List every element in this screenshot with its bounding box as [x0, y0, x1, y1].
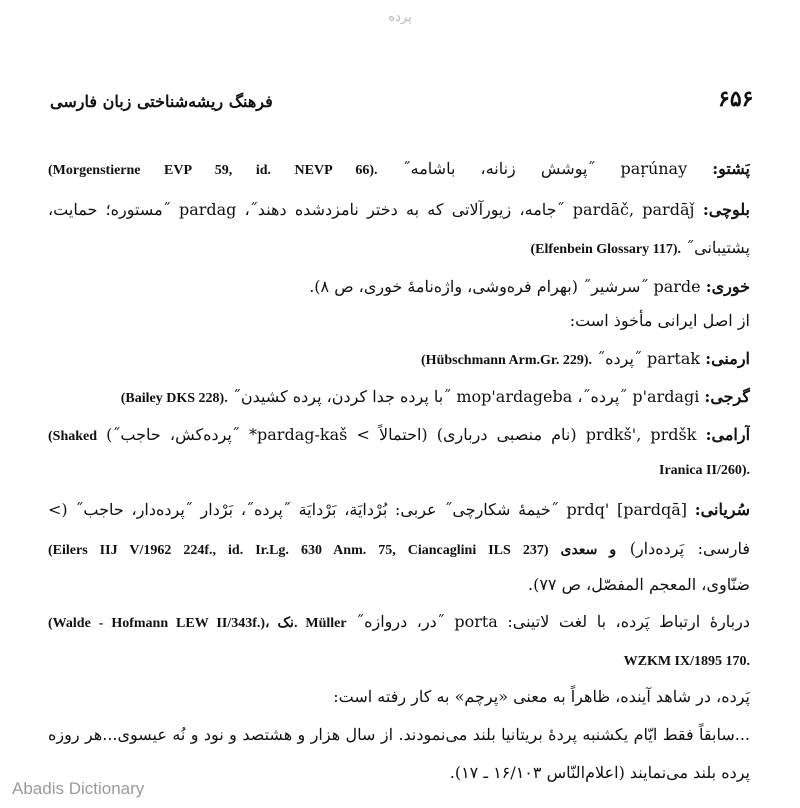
latin-relation-note-cont	[48, 647, 750, 675]
entry-body: p'ardagi ˝پرده˝، mop'ardageba ˝با پرده جدا کردن، پرده کشیدن˝	[232, 387, 700, 406]
language-label: پَشتو:	[712, 159, 750, 178]
iranian-origin-note	[48, 308, 750, 336]
top-word-tag: پرده	[388, 10, 412, 25]
language-label: آرامی:	[705, 425, 750, 444]
reference: Iranica II/260).	[659, 463, 750, 478]
entry-georgian	[48, 384, 750, 412]
quotation	[48, 722, 750, 750]
entry-body: ...سابقاً فقط ایّام یکشنبه پردهٔ بریتانیا بلند می‌نمودند. از سال هزار و هشتصد و نود و نُه عیسوی...هر روزه	[48, 725, 750, 744]
entry-khuri	[48, 274, 750, 302]
book-title: فرهنگ ریشه‌شناختی زبان فارسی	[50, 92, 273, 111]
entry-body: پَرده، در شاهد آینده، ظاهراً به معنی «پرچم» به کار رفته است:	[333, 687, 750, 706]
reference: (Walde - Hofmann LEW II/343f.)، نک. Müller	[48, 616, 347, 631]
reference: (Morgenstierne EVP 59, id. NEVP 66).	[48, 163, 378, 178]
entry-body: paṛúnay ˝پوشش زنانه، باشامه˝	[402, 159, 688, 178]
entry-body: ضنّاوی، المعجم المفصّل، ص ۷۷).	[528, 575, 750, 594]
entry-body: از اصل ایرانی مأخوذ است:	[569, 311, 750, 330]
entry-aramaic	[48, 422, 750, 450]
entry-syriac-cont	[48, 572, 750, 600]
reference: (Bailey DKS 228).	[120, 391, 228, 406]
reference: WZKM IX/1895 170.	[623, 654, 750, 669]
entry-body: prdq' [pardqā] ˝خیمهٔ شکارچی˝ عربی: بُرْدایَة، بَرْدایَة ˝پرده˝، بَرْدار ˝پرده‌دار، حاجب˝ (>	[48, 500, 687, 519]
quotation-cont	[48, 760, 750, 788]
entry-body: partak ˝پرده˝	[597, 349, 701, 368]
reference: (Elfenbein Glossary 117).	[530, 242, 682, 257]
entry-syriac-cont	[48, 536, 750, 564]
language-label: ارمنی:	[705, 349, 750, 368]
language-label: سُریانی:	[694, 500, 750, 519]
entry-body: پشتیبانی˝	[686, 238, 750, 257]
language-label: خوری:	[705, 277, 750, 296]
flag-meaning-note	[48, 684, 750, 712]
entry-body: parde ˝سرشیر˝ (بهرام فره‌وشی، واژه‌نامهٔ خوری، ص ۸).	[309, 277, 701, 296]
reference: (Shaked	[48, 429, 98, 444]
entry-body: prdkš', prdšk (نام منصبی درباری) (احتمالاً > pardag-kaš* ˝پرده‌کش، حاجب˝)	[106, 425, 697, 444]
entry-pashto	[48, 156, 750, 184]
reference: (Hübschmann Arm.Gr. 229).	[421, 353, 593, 368]
entry-balochi	[48, 197, 750, 225]
language-label: گرجی:	[704, 387, 750, 406]
reference: (Eilers IIJ V/1962 224f., id. Ir.Lg. 630 Anm. 75, Ciancaglini ILS 237) و سعدی	[48, 543, 617, 558]
entry-armenian	[48, 346, 750, 374]
language-label: بلوچی:	[702, 200, 750, 219]
entry-body: پرده بلند می‌نمایند (اعلام‌النّاس ۱۶/۱۰۳ ـ ۱۷).	[449, 763, 750, 782]
entry-body: pardāč, pardāǰ ˝جامه، زیورآلاتی که به دختر نامزدشده دهند˝، pardag ˝مستوره؛ حمایت،	[48, 200, 695, 219]
entry-body: دربارهٔ ارتباط پَرده، با لغت لاتینی: porta ˝در، دروازه˝	[356, 612, 750, 631]
latin-relation-note	[48, 609, 750, 637]
page-number: ۶۵۶	[718, 86, 754, 112]
entry-syriac	[48, 497, 750, 525]
watermark: Abadis Dictionary	[12, 779, 145, 798]
entry-aramaic-cont	[48, 456, 750, 484]
entry-balochi-cont	[48, 235, 750, 263]
entry-body: فارسی: پَرده‌دار)	[629, 539, 750, 558]
